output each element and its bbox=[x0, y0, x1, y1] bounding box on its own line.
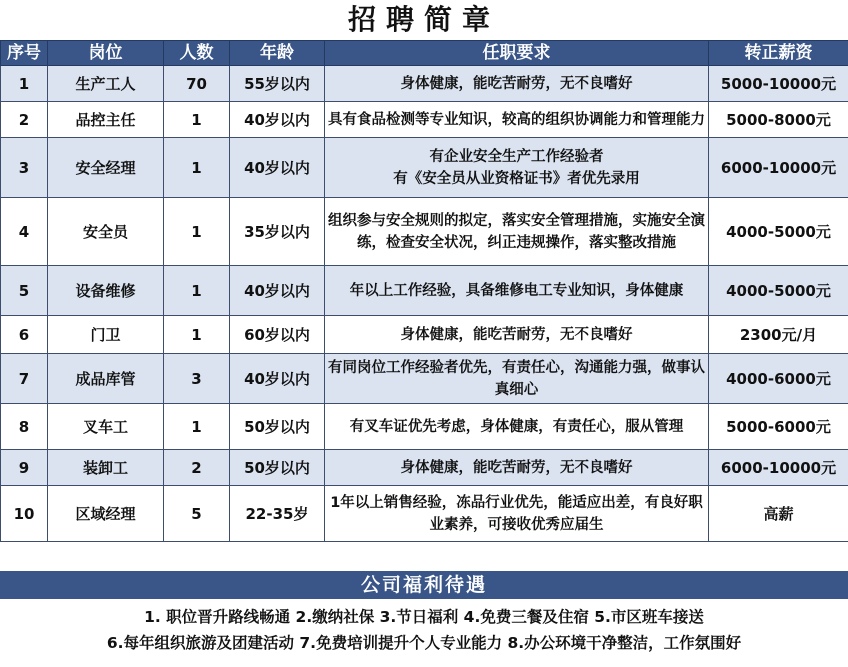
cell-age: 60岁以内 bbox=[230, 316, 325, 354]
job-table bbox=[0, 40, 848, 542]
cell-position: 设备维修 bbox=[48, 266, 164, 316]
cell-requirements: 有企业安全生产工作经验者 有《安全员从业资格证书》者优先录用 bbox=[325, 138, 709, 198]
cell-age: 40岁以内 bbox=[230, 266, 325, 316]
table-row bbox=[1, 198, 848, 266]
page-title: 招聘简章 bbox=[347, 3, 500, 36]
benefit-line-2: 6.每年组织旅游及团建活动 7.免费培训提升个人专业能力 8.办公环境干净整洁，工作氛围好 bbox=[106, 634, 742, 652]
header-requirements: 任职要求 bbox=[325, 41, 709, 66]
cell-count: 1 bbox=[164, 404, 230, 450]
cell-position: 生产工人 bbox=[48, 66, 164, 102]
cell-no: 7 bbox=[1, 354, 48, 404]
cell-no: 9 bbox=[1, 450, 48, 486]
cell-age: 22-35岁 bbox=[230, 486, 325, 542]
cell-count: 70 bbox=[164, 66, 230, 102]
cell-count: 5 bbox=[164, 486, 230, 542]
benefit-line-1: 1. 职位晋升路线畅通 2.缴纳社保 3.节日福利 4.免费三餐及住宿 5.市区班车接送 bbox=[144, 608, 704, 626]
cell-position: 安全员 bbox=[48, 198, 164, 266]
cell-no: 1 bbox=[1, 66, 48, 102]
cell-requirements: 1年以上销售经验，冻品行业优先，能适应出差，有良好职业素养，可接收优秀应届生 bbox=[325, 486, 709, 542]
table-row bbox=[1, 138, 848, 198]
cell-no: 6 bbox=[1, 316, 48, 354]
table-row bbox=[1, 404, 848, 450]
cell-position: 品控主任 bbox=[48, 102, 164, 138]
cell-position: 区域经理 bbox=[48, 486, 164, 542]
benefits-list bbox=[0, 604, 848, 667]
cell-position: 安全经理 bbox=[48, 138, 164, 198]
table-row bbox=[1, 486, 848, 542]
cell-age: 55岁以内 bbox=[230, 66, 325, 102]
header-salary: 转正薪资 bbox=[709, 41, 848, 66]
table-row bbox=[1, 316, 848, 354]
cell-salary: 4000-5000元 bbox=[709, 198, 848, 266]
cell-salary: 6000-10000元 bbox=[709, 138, 848, 198]
cell-salary: 4000-5000元 bbox=[709, 266, 848, 316]
cell-no: 3 bbox=[1, 138, 48, 198]
cell-salary: 2300元/月 bbox=[709, 316, 848, 354]
cell-requirements: 身体健康，能吃苦耐劳，无不良嗜好 bbox=[325, 66, 709, 102]
cell-requirements: 有同岗位工作经验者优先，有责任心，沟通能力强，做事认真细心 bbox=[325, 354, 709, 404]
table-row bbox=[1, 102, 848, 138]
cell-age: 35岁以内 bbox=[230, 198, 325, 266]
cell-count: 2 bbox=[164, 450, 230, 486]
cell-age: 50岁以内 bbox=[230, 404, 325, 450]
header-no: 序号 bbox=[1, 41, 48, 66]
header-count: 人数 bbox=[164, 41, 230, 66]
cell-no: 8 bbox=[1, 404, 48, 450]
table-header-row bbox=[1, 41, 848, 66]
cell-position: 装卸工 bbox=[48, 450, 164, 486]
cell-count: 3 bbox=[164, 354, 230, 404]
cell-position: 叉车工 bbox=[48, 404, 164, 450]
cell-salary: 4000-6000元 bbox=[709, 354, 848, 404]
cell-age: 40岁以内 bbox=[230, 354, 325, 404]
cell-position: 门卫 bbox=[48, 316, 164, 354]
cell-age: 40岁以内 bbox=[230, 138, 325, 198]
cell-count: 1 bbox=[164, 266, 230, 316]
table-row bbox=[1, 450, 848, 486]
header-age: 年龄 bbox=[230, 41, 325, 66]
cell-age: 50岁以内 bbox=[230, 450, 325, 486]
cell-no: 2 bbox=[1, 102, 48, 138]
cell-age: 40岁以内 bbox=[230, 102, 325, 138]
cell-count: 1 bbox=[164, 102, 230, 138]
cell-count: 1 bbox=[164, 316, 230, 354]
cell-salary: 5000-6000元 bbox=[709, 404, 848, 450]
table-row bbox=[1, 354, 848, 404]
cell-no: 10 bbox=[1, 486, 48, 542]
cell-salary: 高薪 bbox=[709, 486, 848, 542]
cell-requirements: 具有食品检测等专业知识，较高的组织协调能力和管理能力 bbox=[325, 102, 709, 138]
header-position: 岗位 bbox=[48, 41, 164, 66]
cell-count: 1 bbox=[164, 138, 230, 198]
cell-requirements: 身体健康，能吃苦耐劳，无不良嗜好 bbox=[325, 450, 709, 486]
table-row bbox=[1, 66, 848, 102]
cell-count: 1 bbox=[164, 198, 230, 266]
cell-salary: 5000-10000元 bbox=[709, 66, 848, 102]
cell-salary: 5000-8000元 bbox=[709, 102, 848, 138]
cell-requirements: 组织参与安全规则的拟定，落实安全管理措施，实施安全演练，检查安全状况，纠正违规操作，落实整改措施 bbox=[325, 198, 709, 266]
cell-no: 4 bbox=[1, 198, 48, 266]
cell-requirements: 年以上工作经验，具备维修电工专业知识，身体健康 bbox=[325, 266, 709, 316]
cell-position: 成品库管 bbox=[48, 354, 164, 404]
table-row bbox=[1, 266, 848, 316]
cell-salary: 6000-10000元 bbox=[709, 450, 848, 486]
cell-requirements: 有叉车证优先考虑，身体健康，有责任心，服从管理 bbox=[325, 404, 709, 450]
cell-no: 5 bbox=[1, 266, 48, 316]
benefits-title: 公司福利待遇 bbox=[0, 571, 848, 599]
cell-requirements: 身体健康，能吃苦耐劳，无不良嗜好 bbox=[325, 316, 709, 354]
